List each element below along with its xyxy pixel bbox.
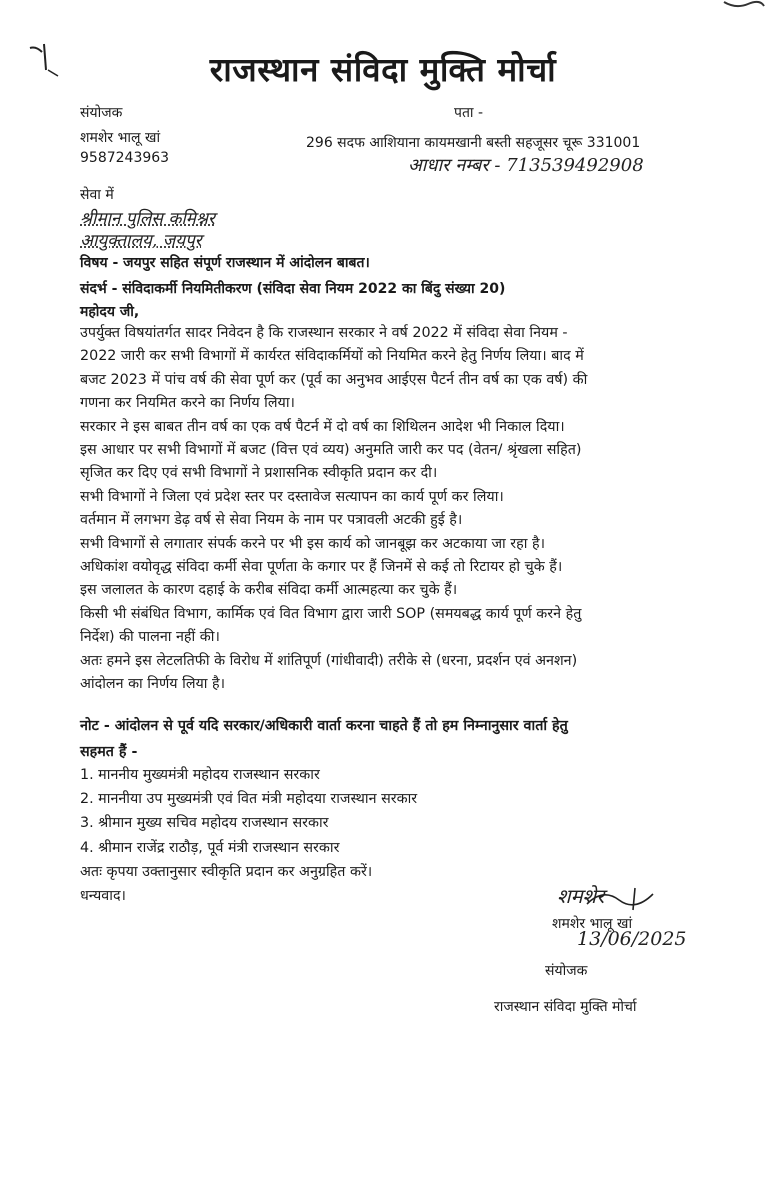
request-line: अतः कृपया उक्तानुसार स्वीकृति प्रदान कर अनुग्रहित करें। <box>80 863 373 880</box>
body-line: 2022 जारी कर सभी विभागों में कार्यरत संविदाकर्मियों को नियमित करने हेतु निर्णय लिया। बाद में <box>80 348 584 365</box>
body-line: सभी विभागों ने जिला एवं प्रदेश स्तर पर दस्तावेज सत्यापन का कार्य पूर्ण कर लिया। <box>80 488 504 505</box>
reference-line: संदर्भ - संविदाकर्मी नियमितीकरण (संविदा सेवा नियम 2022 का बिंदु संख्या 20) <box>80 281 506 297</box>
body-line: सरकार ने इस बाबत तीन वर्ष का एक वर्ष पैटर्न में दो वर्ष का शिथिलन आदेश भी निकाल दिया। <box>80 418 565 435</box>
list-item: 3. श्रीमान मुख्य सचिव महोदय राजस्थान सरकार <box>80 815 329 832</box>
body-line: इस जलालत के कारण दहाई के करीब संविदा कर्मी आत्महत्या कर चुके हैं। <box>80 582 458 599</box>
subject-line: विषय - जयपुर सहित संपूर्ण राजस्थान में आंदोलन बाबत। <box>80 255 370 271</box>
signatory-role: संयोजक <box>545 963 588 979</box>
letter-body <box>80 322 680 697</box>
signature-date: 13/06/2025 <box>577 928 687 950</box>
list-item: 1. माननीय मुख्यमंत्री महोदय राजस्थान सरकार <box>80 767 320 783</box>
signatory-name: शमशेर भालू खां <box>552 916 633 932</box>
recipient-line-1: श्रीमान पुलिस कमिश्नर <box>80 209 215 229</box>
organization-name: राजस्थान संविदा मुक्ति मोर्चा <box>494 999 637 1015</box>
signature-flourish <box>583 886 663 912</box>
body-line: गणना कर नियमित करने का निर्णय लिया। <box>80 395 295 412</box>
body-line: वर्तमान में लगभग डेढ़ वर्ष से सेवा नियम के नाम पर पत्रावली अटकी हुई है। <box>80 512 463 529</box>
signature-scrawl: शमशेर <box>557 884 605 908</box>
body-line: बजट 2023 में पांच वर्ष की सेवा पूर्ण कर (पूर्व का अनुभव आईएस पैटर्न तीन वर्ष का एक वर्ष) की <box>80 371 588 388</box>
body-line: सृजित कर दिए एवं सभी विभागों ने प्रशासनिक स्वीकृति प्रदान कर दी। <box>80 465 438 482</box>
note-block <box>80 713 568 765</box>
body-line: आंदोलन का निर्णय लिया है। <box>80 676 226 693</box>
body-line: अतः हमने इस लेटलतिफी के विरोध में शांतिपूर्ण (गांधीवादी) तरीके से (धरना, प्रदर्शन एवं अनशन) <box>80 652 578 669</box>
body-line: सभी विभागों से लगातार संपर्क करने पर भी इस कार्य को जानबूझ कर अटकाया जा रहा है। <box>80 535 546 552</box>
note-line: नोट - आंदोलन से पूर्व यदि सरकार/अधिकारी वार्ता करना चाहते हैं तो हम निम्नानुसार वार्ता हेतु <box>80 718 568 734</box>
phone-number: 9587243963 <box>80 150 170 166</box>
note-line: सहमत हैं - <box>80 744 138 760</box>
address-text: 296 सदफ आशियाना कायमखानी बस्ती सहजूसर चूरू 331001 <box>306 135 641 151</box>
recipient-line-2: आयुक्तालय, जयपुर <box>80 231 202 251</box>
body-line: निर्देश) की पालना नहीं की। <box>80 629 220 646</box>
convener-name: शमशेर भालू खां <box>80 130 161 146</box>
convener-label: संयोजक <box>80 105 123 121</box>
letterhead-title: राजस्थान संविदा मुक्ति मोर्चा <box>209 50 557 89</box>
address-label: पता - <box>454 105 484 121</box>
salutation: महोदय जी, <box>80 304 140 320</box>
page-edge-mark <box>722 0 766 10</box>
list-item: 4. श्रीमान राजेंद्र राठौड़, पूर्व मंत्री राजस्थान सरकार <box>80 839 340 856</box>
body-line: इस आधार पर सभी विभागों में बजट (वित्त एवं व्यय) अनुमति जारी कर पद (वेतन/ श्रृंखला सहित) <box>80 442 582 459</box>
aadhaar-handwritten: आधार नम्बर - 713539492908 <box>408 155 644 176</box>
body-line: अधिकांश वयोवृद्ध संविदा कर्मी सेवा पूर्णता के कगार पर हैं जिनमें से कई तो रिटायर हो चुके हैं। <box>80 559 563 576</box>
talks-list <box>80 763 417 908</box>
list-item: 2. माननीया उप मुख्यमंत्री एवं वित मंत्री महोदया राजस्थान सरकार <box>80 791 418 808</box>
body-line: किसी भी संबंधित विभाग, कार्मिक एवं वित विभाग द्वारा जारी SOP (समयबद्ध कार्य पूर्ण करने हेतु <box>80 605 582 622</box>
thanks-line: धन्यवाद। <box>80 888 126 905</box>
to-label: सेवा में <box>80 187 114 203</box>
body-line: उपर्युक्त विषयांतर्गत सादर निवेदन है कि राजस्थान सरकार ने वर्ष 2022 में संविदा सेवा नियम - <box>80 325 568 341</box>
